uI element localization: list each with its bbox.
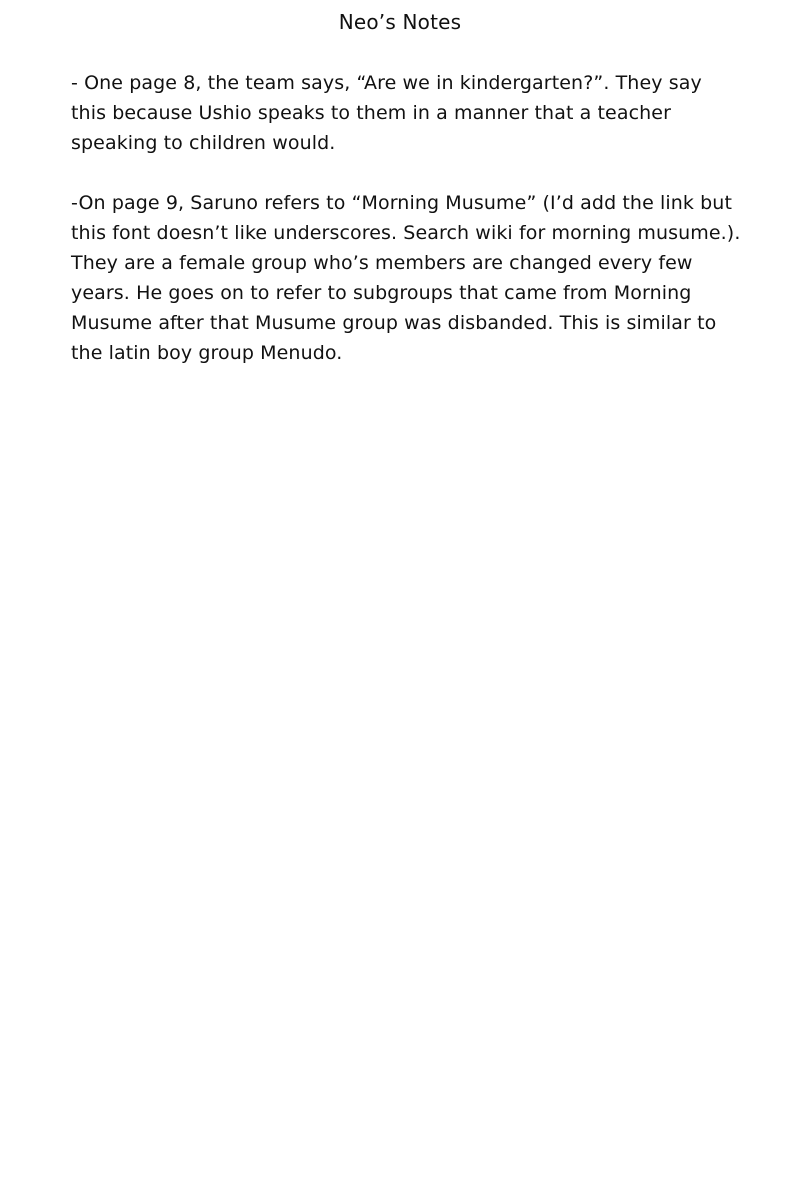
notes-body — [71, 68, 741, 398]
page-title: Neo’s Notes — [338, 10, 462, 34]
note-paragraph-2: -On page 9, Saruno refers to “Morning Musume” (I’d add the link but this font doesn’t like underscores. Search wiki for morning musume.). They are a female group who’s members are changed every few years. He goes on to refer to subgroups that came from Morning Musume after that Musume group was disbanded. This is similar to the latin boy group Menudo. — [71, 192, 741, 364]
note-paragraph-1: - One page 8, the team says, “Are we in kindergarten?”. They say this because Ushio speaks to them in a manner that a teacher speaking to children would. — [71, 72, 702, 154]
